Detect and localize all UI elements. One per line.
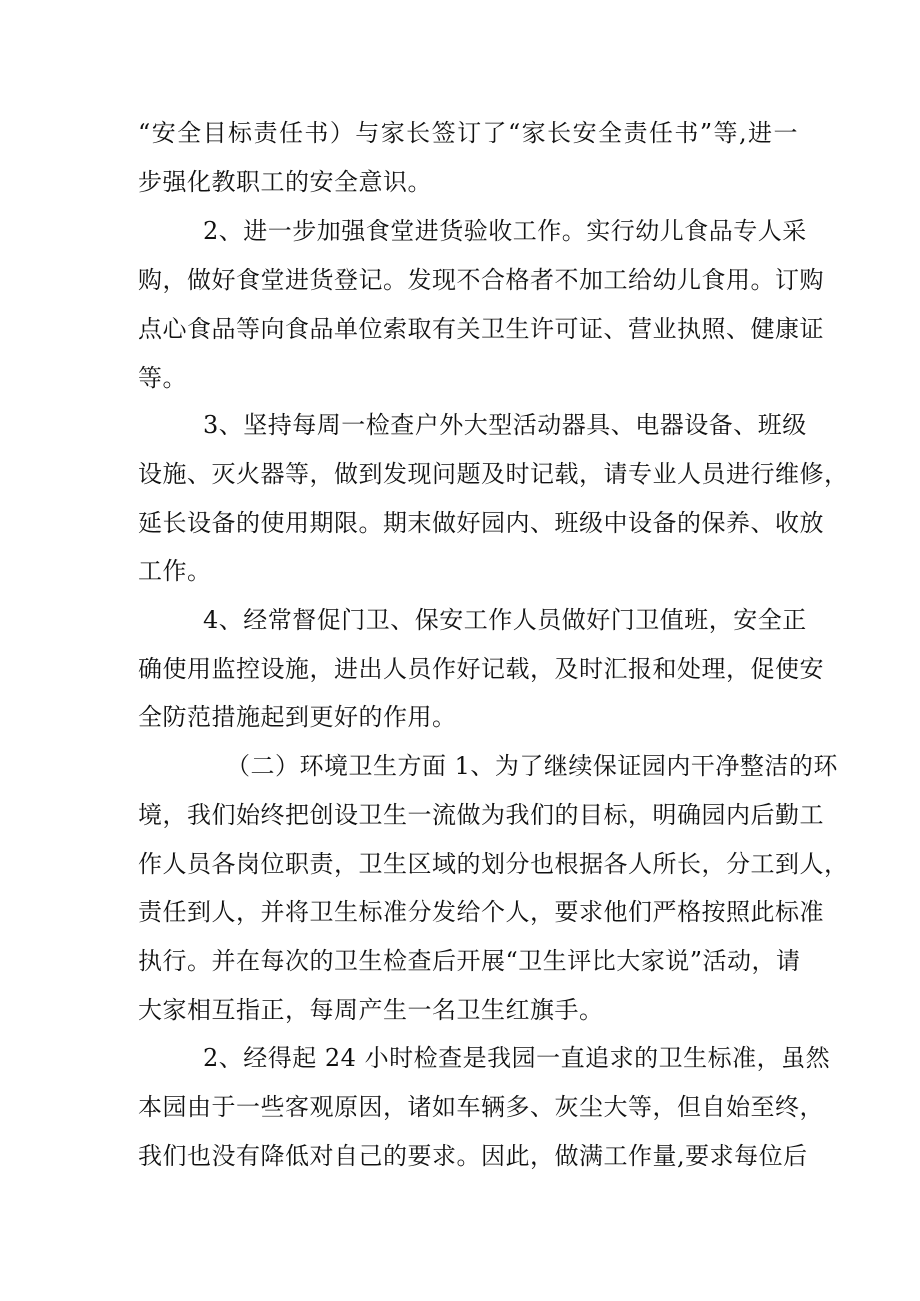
text-line: 责任到人，并将卫生标准分发给个人，要求他们严格按照此标准 <box>138 898 824 926</box>
text-line: 4、经常督促门卫、保安工作人员做好门卫值班，安全正 <box>203 606 807 634</box>
text-line: 等。 <box>138 364 187 392</box>
text-line: 我们也没有降低对自己的要求。因此，做满工作量,要求每位后 <box>138 1142 808 1170</box>
text-line: 2、经得起 24 小时检查是我园一直追求的卫生标准，虽然 <box>203 1044 831 1072</box>
text-line: 购，做好食堂进货登记。发现不合格者不加工给幼儿食用。订购 <box>138 266 824 294</box>
text-line: 境，我们始终把创设卫生一流做为我们的目标，明确园内后勤工 <box>138 801 824 829</box>
text-line: 作人员各岗位职责，卫生区域的划分也根据各人所长，分工到人， <box>138 850 849 878</box>
text-line: 大家相互指正，每周产生一名卫生红旗手。 <box>138 996 604 1024</box>
text-line: 本园由于一些客观原因，诸如车辆多、灰尘大等，但自始至终， <box>138 1093 824 1121</box>
text-line: 延长设备的使用期限。期末做好园内、班级中设备的保养、收放 <box>138 509 824 537</box>
text-line: 执行。并在每次的卫生检查后开展“卫生评比大家说”活动，请 <box>138 947 801 975</box>
text-line: 确使用监控设施，进出人员作好记载，及时汇报和处理，促使安 <box>138 655 824 683</box>
text-line: 2、进一步加强食堂进货验收工作。实行幼儿食品专人采 <box>203 217 807 245</box>
text-line: 3、坚持每周一检查户外大型活动器具、电器设备、班级 <box>203 411 807 439</box>
text-line: 全防范措施起到更好的作用。 <box>138 703 457 731</box>
text-line: 工作。 <box>138 557 212 585</box>
text-line: “安全目标责任书）与家长签订了“家长安全责任书”等,进一 <box>138 119 798 147</box>
text-line: 设施、灭火器等，做到发现问题及时记载，请专业人员进行维修， <box>138 460 849 488</box>
text-line: 点心食品等向食品单位索取有关卫生许可证、营业执照、健康证 <box>138 315 824 343</box>
section-heading-line: （二）环境卫生方面 1、为了继续保证园内干净整洁的环 <box>226 752 838 780</box>
text-line: 步强化教职工的安全意识。 <box>138 168 432 196</box>
